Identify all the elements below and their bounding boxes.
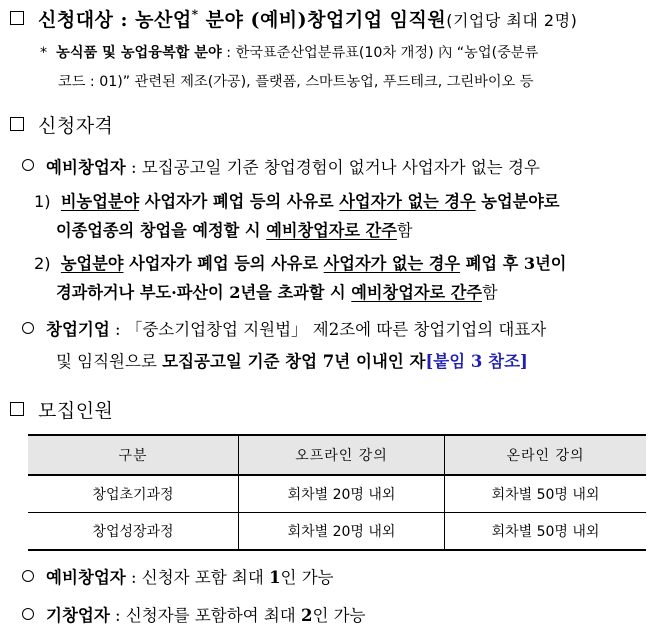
section-checkbox-eligibility [10,117,24,131]
eligibility-sub2-line1: 2) 농업분야 사업자가 폐업 등의 사유로 사업자가 없는 경우 폐업 후 3년이 [34,254,567,273]
section-checkbox-recruitment [10,402,24,416]
eligibility-sub2-line2: 경과하거나 부도·파산이 2년을 초과할 시 예비창업자로 간주함 [56,283,498,302]
section-recruitment-heading: 모집인원 [38,400,114,422]
recruitment-table [28,434,646,551]
eligibility-item-startup-line2: 및 임직원으로 모집공고일 기준 창업 7년 이내인 자[붙임 3 참조] [56,352,528,371]
table-cell: 회차별 50명 내외 [445,475,647,513]
bullet-circle [22,322,34,334]
eligibility-sub1-line1: 1) 비농업분야 사업자가 폐업 등의 사유로 사업자가 없는 경우 농업분야로 [34,192,560,211]
table-cell: 창업성장과정 [28,513,239,551]
table-row [28,475,646,513]
bullet-circle [22,570,34,582]
bullet-circle [22,608,34,620]
eligibility-sub1-line2: 이종업종의 창업을 예정할 시 예비창업자로 간주함 [56,221,413,240]
table-header-cell: 구분 [28,435,239,475]
eligibility-item-prestartup: 예비창업자 : 모집공고일 기준 창업경험이 없거나 사업자가 없는 경우 [46,158,540,177]
eligibility-item-startup: 창업기업 : 「중소기업창업 지원법」 제2조에 따른 창업기업의 대표자 [46,320,547,339]
recruitment-prestartup: 예비창업자 : 신청자 포함 최대 1인 가능 [46,568,334,587]
table-cell: 회차별 20명 내외 [239,513,445,551]
table-cell: 회차별 20명 내외 [239,475,445,513]
table-row [28,513,646,551]
recruitment-startup: 기창업자 : 신청자를 포함하여 최대 2인 가능 [46,606,366,625]
table-cell: 창업초기과정 [28,475,239,513]
table-cell: 회차별 50명 내외 [445,513,647,551]
target-note-line1: * 농식품 및 농업융복합 분야 : 한국표준산업분류표(10차 개정) 內 “농업(중분류 [40,45,539,61]
bullet-circle [22,159,34,171]
section-eligibility-heading: 신청자격 [38,115,114,137]
target-note-line2: 코드 : 01)” 관련된 제조(가공), 플랫폼, 스마트농업, 푸드테크, 그린바이오 등 [58,74,534,90]
section-checkbox-target [10,11,24,25]
section-target-heading: 신청대상 : 농산업* 분야 (예비)창업기업 임직원(기업당 최대 2명) [38,7,578,31]
table-header-cell: 오프라인 강의 [239,435,445,475]
table-header-row [28,435,646,475]
table-header-cell: 온라인 강의 [445,435,647,475]
